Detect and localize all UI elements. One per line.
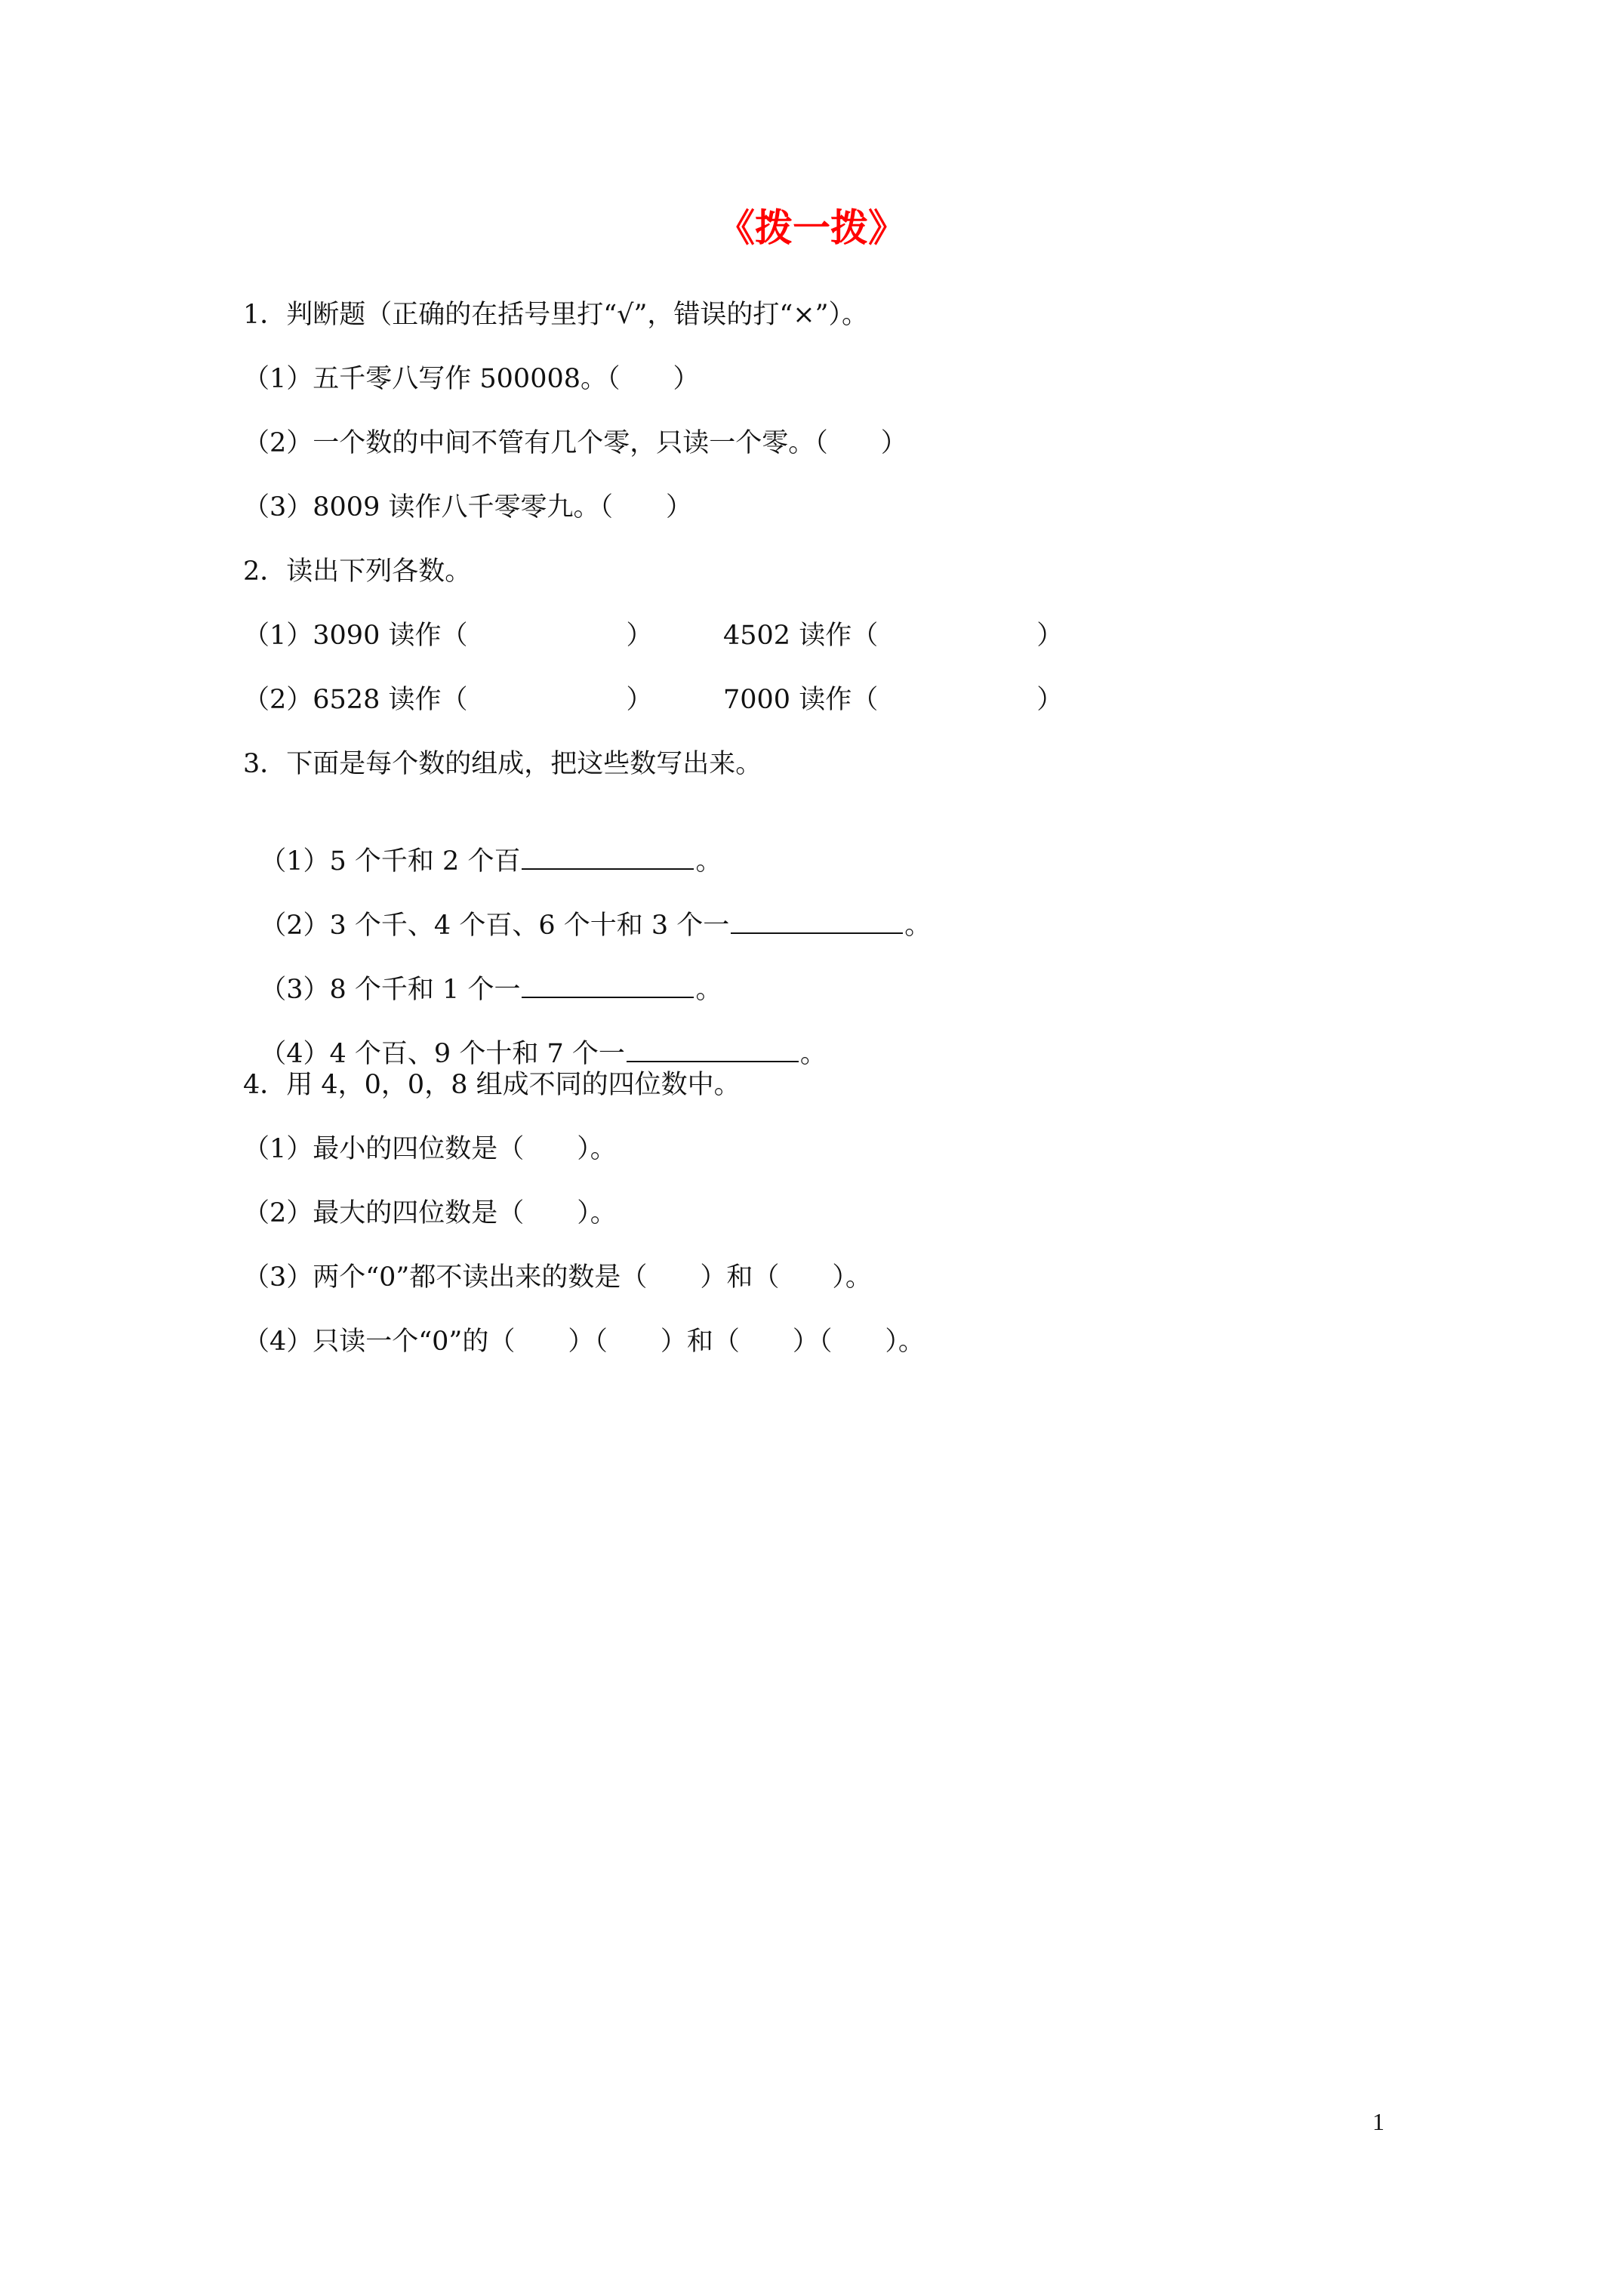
question-4-item-1: （1）最小的四位数是（ ）。 bbox=[243, 1134, 617, 1164]
answer-blank[interactable] bbox=[522, 974, 694, 998]
question-3-item-4-end: 。 bbox=[799, 1039, 827, 1069]
question-2-row-1-right: 4502 读作（ ） bbox=[723, 621, 1064, 651]
question-3-item-3 bbox=[243, 940, 722, 1006]
answer-blank[interactable] bbox=[731, 910, 903, 934]
question-2-row-2-right: 7000 读作（ ） bbox=[723, 685, 1064, 715]
question-2-row-1-left: （1）3090 读作（ ） bbox=[243, 621, 653, 651]
question-3-item-4-text: （4）4 个百、9 个十和 7 个一 bbox=[260, 1039, 625, 1069]
question-3-item-4 bbox=[243, 1004, 827, 1071]
question-3-item-2 bbox=[243, 876, 931, 942]
question-2-row-2-left: （2）6528 读作（ ） bbox=[243, 685, 653, 715]
question-4-item-4: （4）只读一个“0”的（ ）（ ）和（ ）（ ）。 bbox=[243, 1327, 925, 1357]
question-3-heading: 3．下面是每个数的组成，把这些数写出来。 bbox=[243, 749, 762, 779]
page-number: 1 bbox=[1372, 2108, 1384, 2135]
question-3-item-2-end: 。 bbox=[904, 911, 932, 941]
page-title: 《拨一拨》 bbox=[717, 205, 906, 250]
question-3-item-1-end: 。 bbox=[695, 846, 722, 877]
question-2-heading: 2．读出下列各数。 bbox=[243, 556, 472, 587]
question-3-item-1-text: （1）5 个千和 2 个百 bbox=[260, 846, 521, 877]
question-3-item-1 bbox=[243, 812, 722, 878]
question-4-item-3: （3）两个“0”都不读出来的数是（ ）和（ ）。 bbox=[243, 1262, 872, 1293]
answer-blank[interactable] bbox=[522, 846, 694, 870]
question-1-heading: 1．判断题（正确的在括号里打“√”，错误的打“×”）。 bbox=[243, 300, 868, 330]
question-3-item-2-text: （2）3 个千、4 个百、6 个十和 3 个一 bbox=[260, 911, 730, 941]
question-1-item-1: （1）五千零八写作 500008。（ ） bbox=[243, 364, 700, 394]
question-1-item-2: （2）一个数的中间不管有几个零，只读一个零。（ ） bbox=[243, 428, 907, 458]
question-1-item-3: （3）8009 读作八千零零九。（ ） bbox=[243, 492, 692, 522]
question-4-item-2: （2）最大的四位数是（ ）。 bbox=[243, 1198, 617, 1228]
question-3-item-3-end: 。 bbox=[695, 975, 722, 1005]
question-3-item-3-text: （3）8 个千和 1 个一 bbox=[260, 975, 521, 1005]
answer-blank[interactable] bbox=[627, 1038, 799, 1062]
question-4-heading: 4．用 4，0，0，8 组成不同的四位数中。 bbox=[243, 1070, 741, 1100]
